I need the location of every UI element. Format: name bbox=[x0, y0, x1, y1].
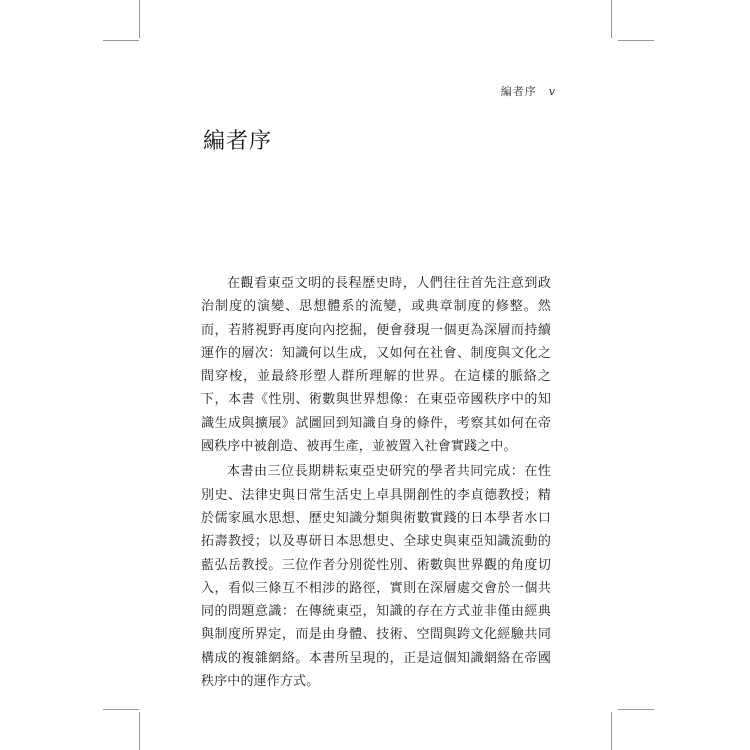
crop-mark-left-lower bbox=[103, 709, 139, 710]
chapter-title: 編者序 bbox=[203, 129, 273, 154]
running-head bbox=[501, 83, 556, 99]
crop-mark-bottom-right bbox=[611, 712, 612, 750]
crop-mark-top-right bbox=[611, 0, 612, 38]
crop-mark-bottom-left bbox=[139, 712, 140, 750]
paragraph-1: 在觀看東亞文明的長程歷史時，人們往往首先注意到政治制度的演變、思想體系的流變，或典章制度的修整。然而，若將視野再度向內挖掘，便會發現一個更為深層而持續運作的層次：知識何以生成，又如何在社會、制度與文化之間穿梭，並最終形塑人群所理解的世界。在這樣的脈絡之下，本書《性別、術數與世界想像：在東亞帝國秩序中的知識生成與擴展》試圖回到知識自身的條件，考察其如何在帝國秩序中被創造、被再生產，並被置入社會實踐之中。 bbox=[201, 276, 551, 455]
running-head-title: 編者序 bbox=[500, 85, 537, 98]
page-number: v bbox=[548, 85, 556, 98]
paragraph-2: 本書由三位長期耕耘東亞史研究的學者共同完成：在性別史、法律史與日常生活史上卓具開創性的李貞德教授；精於儒家風水思想、歷史知識分類與術數實踐的日本學者水口拓壽教授；以及專研日本思想史、全球史與東亞知識流動的藍弘岳教授。三位作者分別從性別、術數與世界觀的角度切入，看似三條互不相涉的路徑，實則在深層處交會於一個共同的問題意識：在傳統東亞，知識的存在方式並非僅由經典與制度所界定，而是由身體、技術、空間與跨文化經驗共同構成的複雜網絡。本書所呈現的，正是這個知識網絡在帝國秩序中的運作方式。 bbox=[201, 464, 551, 690]
crop-mark-right-lower bbox=[618, 709, 654, 710]
crop-mark-top-left bbox=[139, 0, 140, 38]
crop-mark-left-upper bbox=[103, 40, 139, 41]
body-text bbox=[201, 272, 551, 695]
crop-mark-right-upper bbox=[618, 40, 654, 41]
